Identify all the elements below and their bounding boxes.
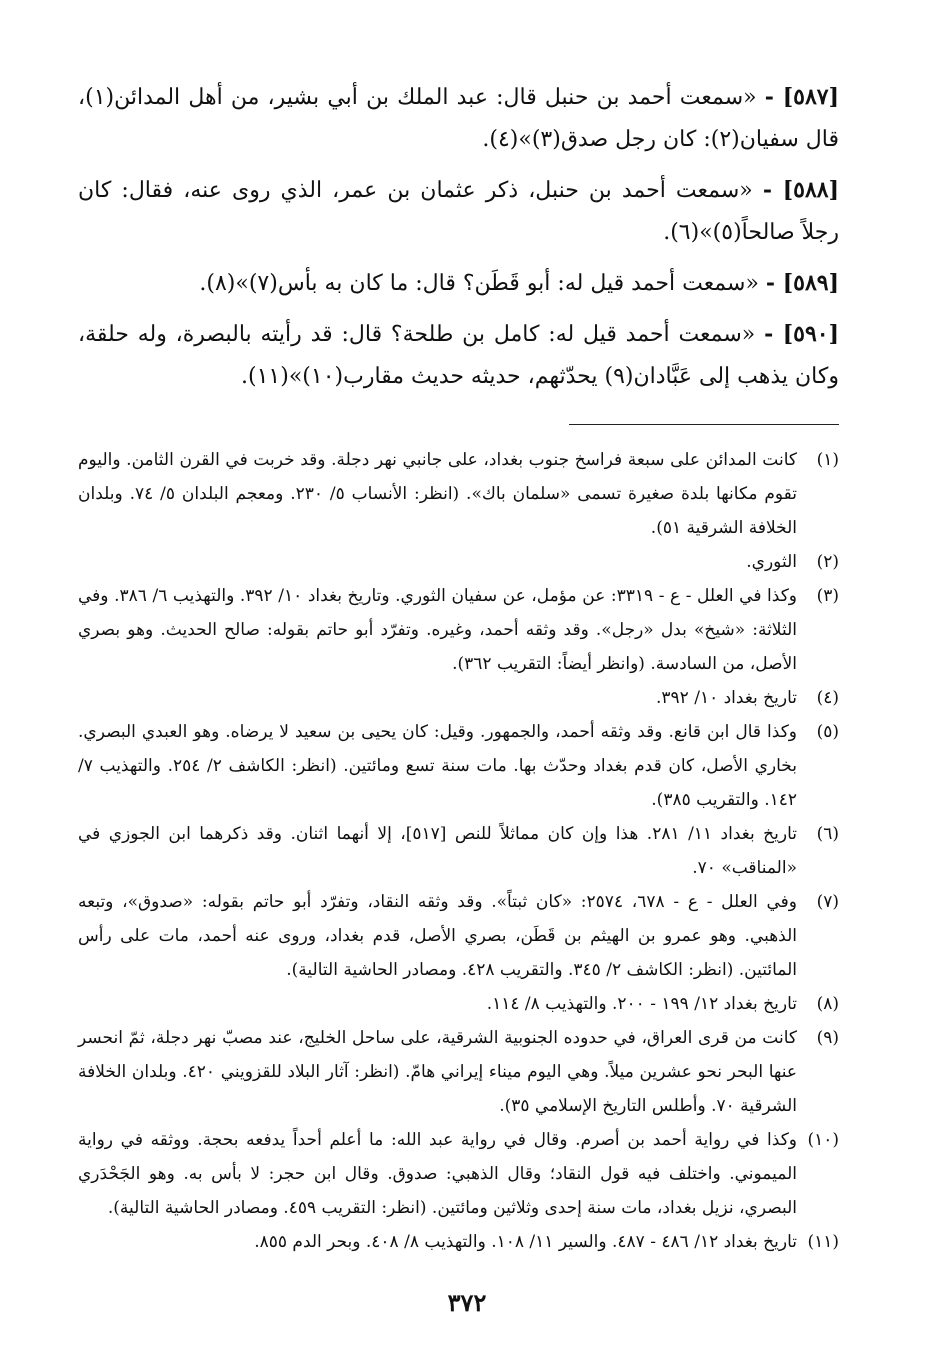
footnote-text: تاريخ بغداد ١٢/ ١٩٩ - ٢٠٠. والتهذيب ٨/ ١١٤.	[486, 994, 797, 1014]
footnote-text: وفي العلل - ع - ٦٧٨، ٢٥٧٤: «كان ثبتاً». وقد وثقه النقاد، وتفرّد أبو حاتم بقوله: «صدوق»، وتبعه الذهبي. وهو عمرو بن الهيثم بن قَطَن، بصري الأصل، قدم بغداد، وروى عنه أحمد، مات على رأس المائتين. (انظر: الكاشف ٢/ ٣٤٥. والتقريب ٤٢٨. ومصادر الحاشية التالية).	[78, 892, 798, 980]
footnote-2	[78, 545, 839, 579]
footnote-8	[78, 987, 839, 1021]
entry-590	[78, 313, 839, 398]
footnote-number: (١١)	[807, 1232, 839, 1252]
entry-text: «سمعت أحمد بن حنبل، ذكر عثمان بن عمر، الذي روى عنه، فقال: كان رجلاً صالحاً(٥)»(٦).	[78, 178, 839, 245]
entry-588	[78, 169, 839, 254]
footnote-text: وكذا في العلل - ع - ٣٣١٩: عن مؤمل، عن سفيان الثوري. وتاريخ بغداد ١٠/ ٣٩٢. والتهذيب ٦/ ٣٨٦. وفي الثلاثة: «شيخ» بدل «رجل». وقد وثقه أحمد، وغيره. وتفرّد أبو حاتم بقوله: صالح الحديث. وهو بصري الأصل، من السادسة. (وانظر أيضاً: التقريب ٣٦٢).	[78, 586, 797, 674]
footnote-text: تاريخ بغداد ١٢/ ٤٨٦ - ٤٨٧. والسير ١١/ ١٠٨. والتهذيب ٨/ ٤٠٨. وبحر الدم ٨٥٥.	[254, 1232, 797, 1252]
footnote-7	[78, 885, 839, 987]
entry-number: [٥٨٧] -	[764, 84, 840, 110]
footnote-number: (٦)	[816, 824, 839, 844]
footnote-9	[78, 1021, 839, 1123]
footnote-10	[78, 1123, 839, 1225]
footnotes	[78, 443, 839, 1259]
footnote-text: وكذا في رواية أحمد بن أصرم. وقال في رواية عبد الله: ما أعلم أحداً يدفعه بحجة. ووثقه في رواية الميموني. واختلف فيه قول النقاد؛ وقال الذهبي: صدوق. وقال ابن حجر: لا بأس به. وهو الجَحْدَري البصري، نزيل بغداد، مات سنة إحدى وثلاثين ومائتين. (انظر: التقريب ٤٥٩. ومصادر الحاشية التالية).	[78, 1130, 797, 1218]
entry-number: [٥٨٩] -	[765, 270, 839, 296]
entry-number: [٥٨٨] -	[762, 177, 839, 203]
footnote-number: (٧)	[816, 892, 839, 912]
footnote-6	[78, 817, 839, 885]
footnote-3	[78, 579, 839, 681]
footnote-number: (١٠)	[807, 1130, 839, 1150]
main-text	[78, 76, 839, 398]
footnote-text: تاريخ بغداد ١٠/ ٣٩٢.	[655, 688, 797, 708]
entry-number: [٥٩٠] -	[764, 321, 840, 347]
entry-text: «سمعت أحمد قيل له: أبو قَطَن؟ قال: ما كان به بأس(٧)»(٨).	[199, 271, 759, 296]
footnote-number: (٥)	[816, 722, 839, 742]
footnote-number: (٨)	[816, 994, 839, 1014]
footnote-1	[78, 443, 839, 545]
page-number: ٣٧٢	[447, 1288, 487, 1317]
footnote-text: وكذا قال ابن قانع. وقد وثقه أحمد، والجمهور. وقيل: كان يحيى بن سعيد لا يرضاه. وهو العبدي البصري. بخاري الأصل، كان قدم بغداد وحدّث بها. مات سنة تسع ومائتين. (انظر: الكاشف ٢/ ٢٥٤. والتهذيب ٧/ ١٤٢. والتقريب ٣٨٥).	[78, 722, 797, 810]
footnote-number: (١)	[816, 450, 839, 470]
entry-text: «سمعت أحمد بن حنبل قال: عبد الملك بن أبي بشير، من أهل المدائن(١)، قال سفيان(٢): كان رجل صدق(٣)»(٤).	[78, 85, 839, 152]
footnote-text: كانت المدائن على سبعة فراسخ جنوب بغداد، على جانبي نهر دجلة. وقد خربت في القرن الثامن. واليوم تقوم مكانها بلدة صغيرة تسمى «سلمان باك». (انظر: الأنساب ٥/ ٢٣٠. ومعجم البلدان ٥/ ٧٤. وبلدان الخلافة الشرقية ٥١).	[78, 450, 797, 538]
footnote-number: (٣)	[816, 586, 839, 606]
footnote-4	[78, 681, 839, 715]
footnote-5	[78, 715, 839, 817]
footnote-text: تاريخ بغداد ١١/ ٢٨١. هذا وإن كان مماثلاً للنص [٥١٧]، إلا أنهما اثنان. وقد ذكرهما ابن الجوزي في «المناقب» ٧٠.	[78, 824, 797, 878]
entry-587	[78, 76, 839, 161]
footnote-11	[78, 1225, 839, 1259]
footnote-number: (٤)	[816, 688, 839, 708]
footnote-number: (٩)	[816, 1028, 839, 1048]
footnote-text: كانت من قرى العراق، في حدوده الجنوبية الشرقية، على ساحل الخليج، عند مصبّ نهر دجلة، ثمّ انحسر عنها البحر نحو عشرين ميلاً. وهي اليوم ميناء إيراني هامّ. (انظر: آثار البلاد للقزويني ٤٢٠. وبلدان الخلافة الشرقية ٧٠. وأطلس التاريخ الإسلامي ٣٥).	[78, 1028, 797, 1116]
footnote-text: الثوري.	[746, 552, 797, 572]
entry-text: «سمعت أحمد قيل له: كامل بن طلحة؟ قال: قد رأيته بالبصرة، وله حلقة، وكان يذهب إلى عَبَّادان(٩) يحدّثهم، حديثه حديث مقارب(١٠)»(١١).	[78, 322, 839, 389]
footnote-number: (٢)	[816, 552, 839, 572]
footnote-separator	[569, 424, 839, 425]
entry-589	[78, 262, 839, 305]
